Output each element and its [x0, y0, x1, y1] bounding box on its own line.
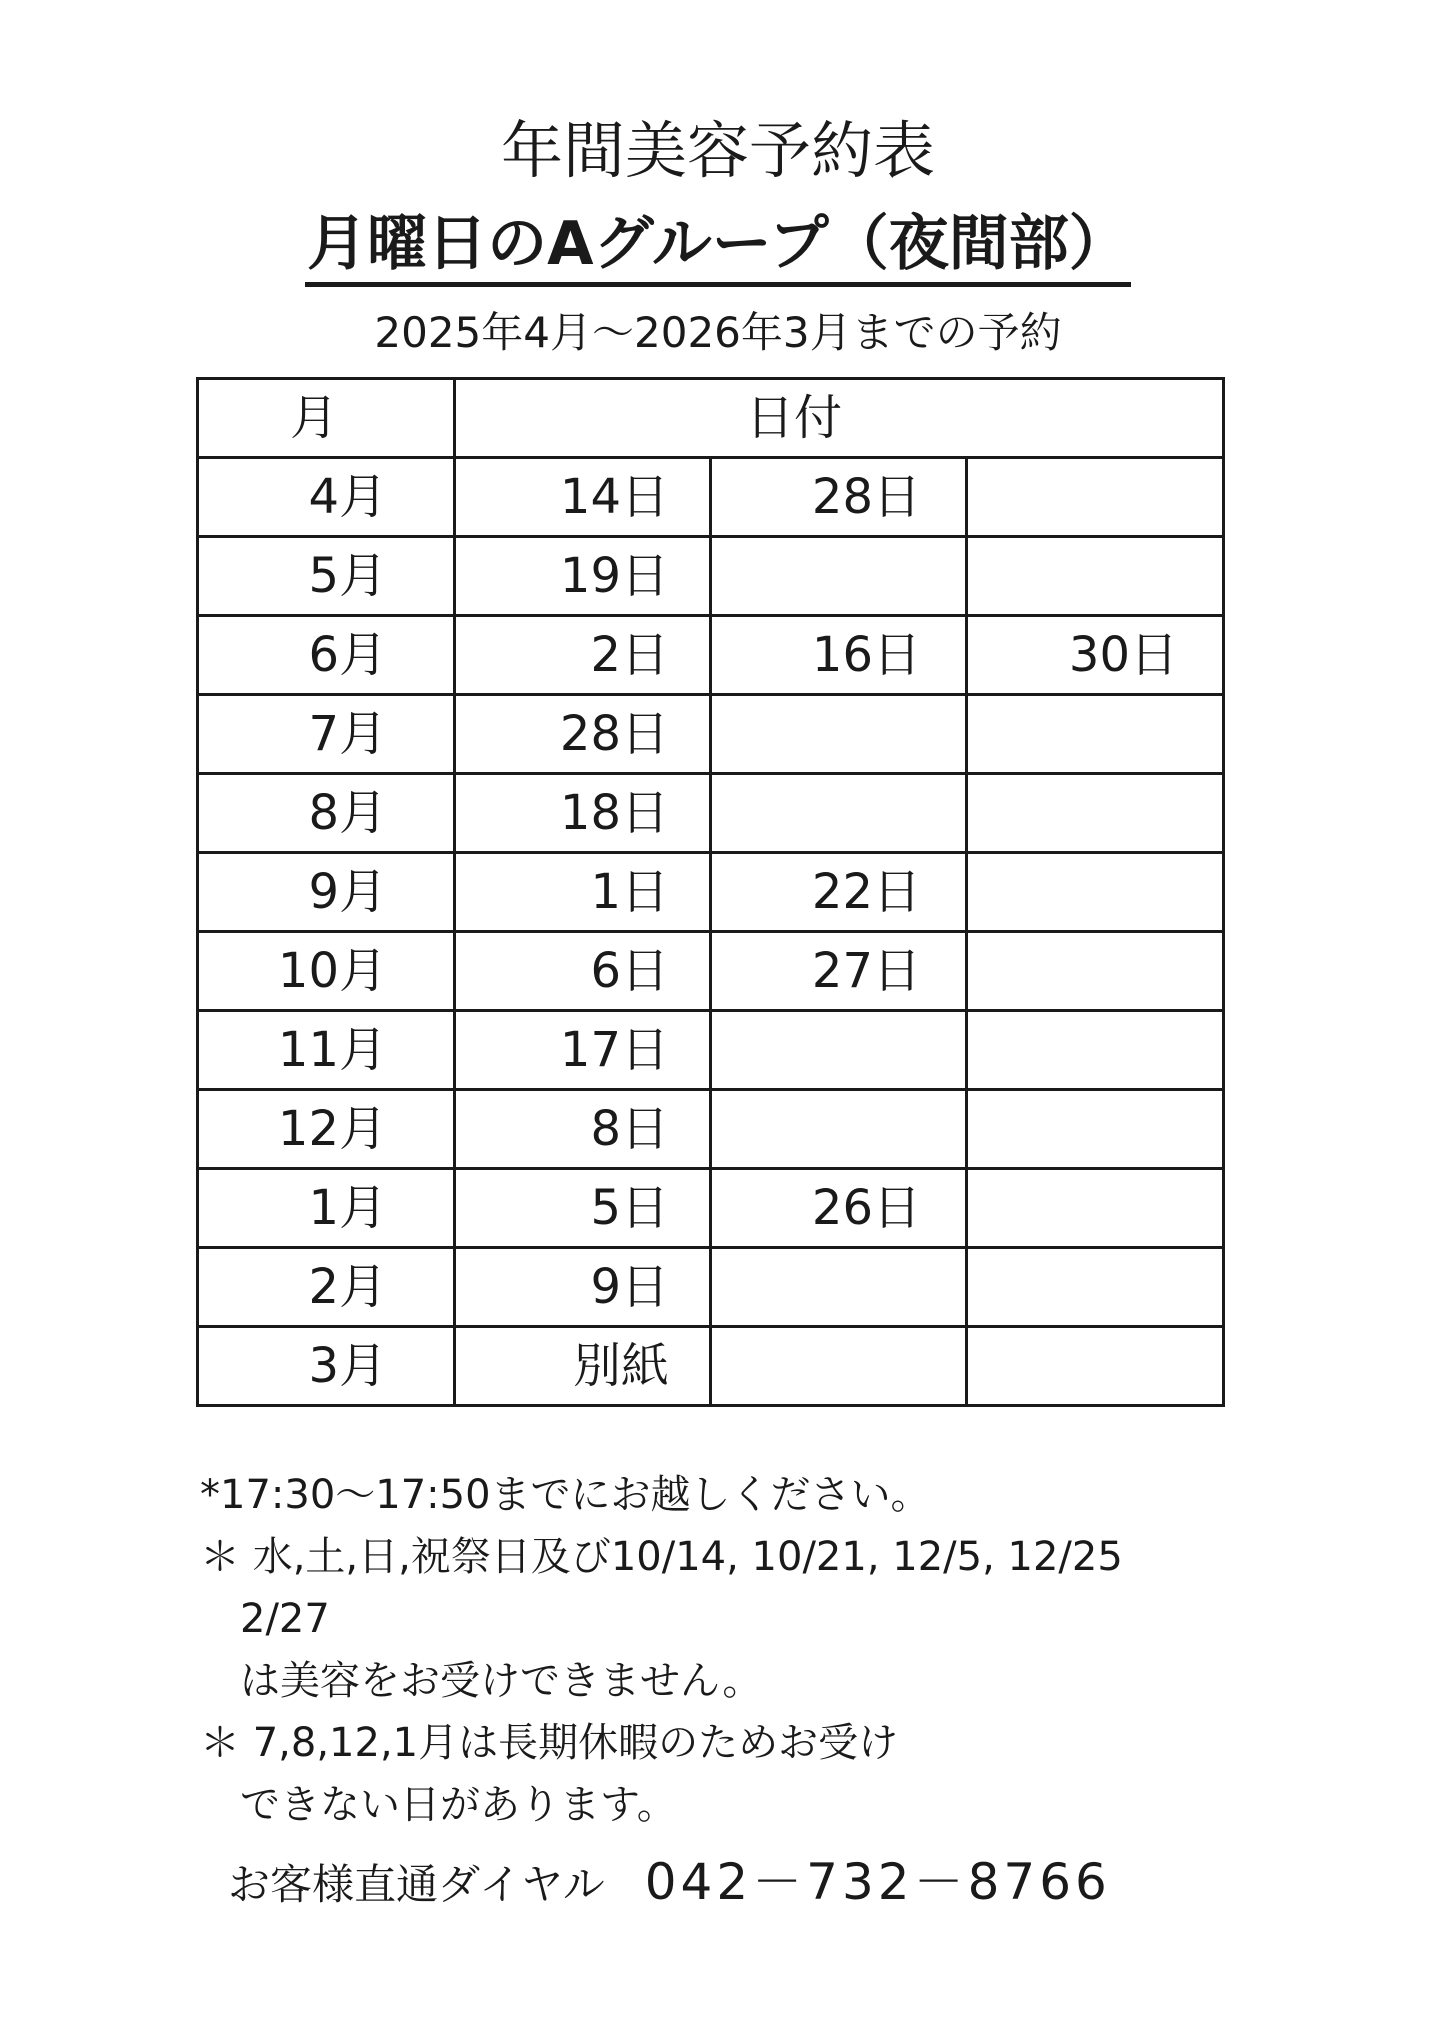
note-line: ＊ 水,土,日,祝祭日及び10/14, 10/21, 12/5, 12/25 — [200, 1534, 1123, 1580]
month-cell: 10月 — [198, 932, 455, 1011]
date-cell — [967, 774, 1224, 853]
schedule-table — [196, 377, 1225, 1407]
date-cell — [711, 1090, 967, 1169]
subtitle-text: 月曜日のAグループ（夜間部） — [305, 208, 1131, 287]
date-cell: 22日 — [711, 853, 967, 932]
contact-label: お客様直通ダイヤル — [228, 1860, 605, 1909]
page-title: 年間美容予約表 — [500, 114, 935, 187]
month-cell: 7月 — [198, 695, 455, 774]
table-row — [198, 1090, 1224, 1169]
date-cell — [711, 1011, 967, 1090]
date-cell: 9日 — [455, 1248, 711, 1327]
table-row — [198, 537, 1224, 616]
month-cell: 12月 — [198, 1090, 455, 1169]
header-date: 日付 — [455, 379, 1224, 458]
contact-line — [228, 1850, 1111, 1917]
date-cell: 8日 — [455, 1090, 711, 1169]
date-cell: 6日 — [455, 932, 711, 1011]
page-subtitle — [0, 208, 1436, 287]
date-cell: 28日 — [455, 695, 711, 774]
date-cell — [967, 695, 1224, 774]
month-cell: 8月 — [198, 774, 455, 853]
month-cell: 3月 — [198, 1327, 455, 1406]
date-cell: 18日 — [455, 774, 711, 853]
date-cell: 14日 — [455, 458, 711, 537]
date-cell: 30日 — [967, 616, 1224, 695]
date-cell — [711, 774, 967, 853]
date-cell — [967, 537, 1224, 616]
date-cell: 別紙 — [455, 1327, 711, 1406]
table-row — [198, 616, 1224, 695]
note-line: *17:30～17:50までにお越しください。 — [200, 1472, 931, 1518]
date-cell: 1日 — [455, 853, 711, 932]
date-cell: 19日 — [455, 537, 711, 616]
date-cell: 2日 — [455, 616, 711, 695]
table-row — [198, 932, 1224, 1011]
notes-section — [200, 1465, 1123, 1837]
header-month: 月 — [198, 379, 455, 458]
table-row — [198, 458, 1224, 537]
date-cell — [967, 1248, 1224, 1327]
date-cell — [967, 853, 1224, 932]
date-cell: 26日 — [711, 1169, 967, 1248]
month-cell: 9月 — [198, 853, 455, 932]
date-cell — [967, 1327, 1224, 1406]
date-cell — [711, 695, 967, 774]
month-cell: 2月 — [198, 1248, 455, 1327]
date-cell — [711, 537, 967, 616]
table-row — [198, 1327, 1224, 1406]
table-row — [198, 1248, 1224, 1327]
month-cell: 11月 — [198, 1011, 455, 1090]
note-line: 2/27 — [200, 1596, 330, 1642]
note-line: は美容をお受けできません。 — [200, 1658, 763, 1704]
table-header-row — [198, 379, 1224, 458]
date-cell — [967, 458, 1224, 537]
date-cell: 16日 — [711, 616, 967, 695]
date-cell: 5日 — [455, 1169, 711, 1248]
date-cell — [711, 1248, 967, 1327]
note-line: ＊ 7,8,12,1月は長期休暇のためお受け — [200, 1720, 899, 1766]
month-cell: 1月 — [198, 1169, 455, 1248]
table-row — [198, 1169, 1224, 1248]
date-cell: 27日 — [711, 932, 967, 1011]
month-cell: 4月 — [198, 458, 455, 537]
table-row — [198, 774, 1224, 853]
date-cell — [967, 1169, 1224, 1248]
note-line: できない日があります。 — [200, 1782, 677, 1828]
date-cell — [711, 1327, 967, 1406]
date-cell — [967, 1090, 1224, 1169]
date-cell: 17日 — [455, 1011, 711, 1090]
month-cell: 5月 — [198, 537, 455, 616]
date-cell: 28日 — [711, 458, 967, 537]
date-range: 2025年4月～2026年3月までの予約 — [374, 308, 1062, 357]
table-row — [198, 695, 1224, 774]
date-cell — [967, 932, 1224, 1011]
table-row — [198, 853, 1224, 932]
month-cell: 6月 — [198, 616, 455, 695]
date-cell — [967, 1011, 1224, 1090]
table-row — [198, 1011, 1224, 1090]
phone-number: 042－732－8766 — [644, 1853, 1111, 1911]
